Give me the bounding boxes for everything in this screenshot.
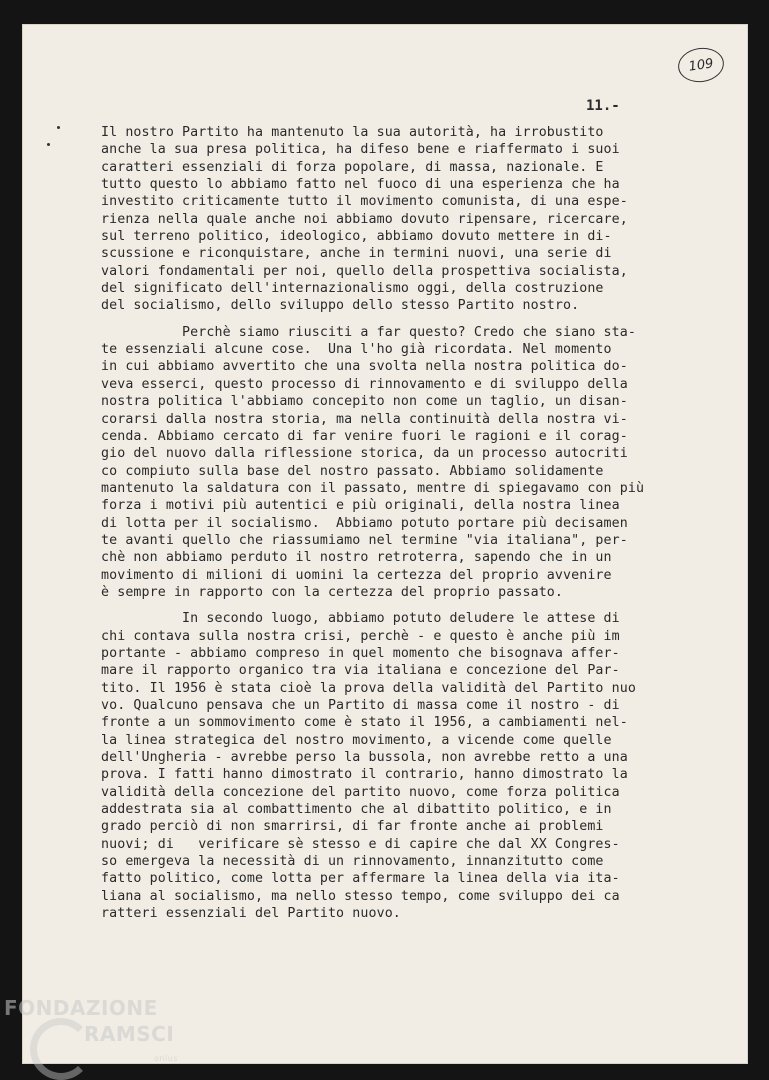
text-line: te avanti quello che riassumiamo nel termine "via italiana", per- xyxy=(101,532,628,548)
text-line: nuovi; di verificare sè stesso e di capire che dal XX Congres- xyxy=(101,836,620,852)
text-line: valori fondamentali per noi, quello della prospettiva socialista, xyxy=(101,263,628,279)
ink-mark xyxy=(57,126,60,129)
text-line: vo. Qualcuno pensava che un Partito di massa come il nostro - di xyxy=(101,698,620,713)
text-line: grado perciò di non smarrirsi, di far fronte anche ai problemi xyxy=(101,819,604,835)
text-line: fatto politico, come lotta per affermare la linea della via ita- xyxy=(101,871,620,887)
paragraph-1 xyxy=(101,124,701,315)
text-line: di lotta per il socialismo. Abbiamo potuto portare più decisamen xyxy=(101,515,628,531)
text-line: mantenuto la saldatura con il passato, mentre di spiegavamo con più xyxy=(101,480,645,496)
watermark-g-logo-icon xyxy=(30,1018,92,1080)
text-line: la linea strategica del nostro movimento, a vicende come quelle xyxy=(101,732,612,748)
archive-page-stamp xyxy=(676,45,726,85)
text-line: veva esserci, questo processo di rinnovamento e di sviluppo della xyxy=(101,376,628,392)
text-line: dell'Ungheria - avrebbe perso la bussola, non avrebbe retto a una xyxy=(101,750,628,766)
typewritten-body xyxy=(101,124,701,922)
text-line: in cui abbiamo avvertito che una svolta nella nostra politica do- xyxy=(101,359,628,375)
text-line: so emergeva la necessità di un rinnovamento, innanzitutto come xyxy=(101,854,604,870)
text-line: scussione e riconquistare, anche in termini nuovi, una serie di xyxy=(101,246,612,262)
watermark-line-2: RAMSCI xyxy=(84,1022,175,1046)
text-line: nostra politica l'abbiamo concepito non come un taglio, un disan- xyxy=(101,394,628,410)
watermark-line-1: FONDAZIONE xyxy=(4,996,158,1020)
archive-stamp-number: 109 xyxy=(687,55,715,75)
text-line: prova. I fatti hanno dimostrato il contrario, hanno dimostrato la xyxy=(101,767,628,783)
text-line: mare il rapporto organico tra via italiana e concezione del Par- xyxy=(101,663,620,679)
text-line: tutto questo lo abbiamo fatto nel fuoco di una esperienza che ha xyxy=(101,177,620,193)
text-line: liana al socialismo, ma nello stesso tempo, come sviluppo dei ca xyxy=(101,888,620,904)
text-line: investito criticamente tutto il movimento comunista, di una espe- xyxy=(101,194,628,210)
text-line: Il nostro Partito ha mantenuto la sua autorità, ha irrobustito xyxy=(101,125,604,140)
text-line: te essenziali alcune cose. Una l'ho già ricordata. Nel momento xyxy=(101,342,612,358)
text-line: del significato dell'internazionalismo oggi, della costruzione xyxy=(101,281,604,297)
text-line: co compiuto sulla base del nostro passato. Abbiamo solidamente xyxy=(101,463,604,479)
text-line: chè non abbiamo perduto il nostro retroterra, sapendo che in un xyxy=(101,550,612,566)
text-line: corarsi dalla nostra storia, ma nella continuità della nostra vi- xyxy=(101,411,628,427)
fondazione-gramsci-watermark xyxy=(4,996,194,1076)
text-line: anche la sua presa politica, ha difeso bene e riaffermato i suoi xyxy=(101,142,620,158)
text-line: Perchè siamo riusciti a far questo? Credo che siano sta- xyxy=(101,324,636,340)
text-line: portante - abbiamo compreso in quel momento che bisognava affer- xyxy=(101,645,620,661)
text-line: tito. Il 1956 è stata cioè la prova della validità del Partito nuo xyxy=(101,680,636,696)
watermark-subtitle: onlus xyxy=(154,1054,178,1063)
text-line: In secondo luogo, abbiamo potuto deludere le attese di xyxy=(101,611,620,627)
text-line: validità della concezione del partito nuovo, come forza politica xyxy=(101,784,620,800)
text-line: sul terreno politico, ideologico, abbiamo dovuto mettere in di- xyxy=(101,229,612,245)
text-line: chi contava sulla nostra crisi, perchè - e questo è anche più im xyxy=(101,628,620,644)
text-line: ratteri essenziali del Partito nuovo. xyxy=(101,906,401,922)
text-line: movimento di milioni di uomini la certezza del proprio avvenire xyxy=(101,567,612,583)
ink-mark xyxy=(47,143,50,146)
text-line: fronte a un sommovimento come è stato il 1956, a cambiamenti nel- xyxy=(101,715,628,731)
paragraph-3 xyxy=(101,610,701,922)
text-line: caratteri essenziali di forza popolare, di massa, nazionale. E xyxy=(101,159,604,175)
text-line: cenda. Abbiamo cercato di far venire fuori le ragioni e il corag- xyxy=(101,428,628,444)
text-line: gio del nuovo dalla riflessione storica, da un processo autocriti xyxy=(101,446,628,462)
text-line: è sempre in rapporto con la certezza del proprio passato. xyxy=(101,584,564,600)
paragraph-2 xyxy=(101,324,701,602)
text-line: del socialismo, dello sviluppo dello stesso Partito nostro. xyxy=(101,298,580,314)
page-number: 11.- xyxy=(586,98,620,114)
text-line: rienza nella quale anche noi abbiamo dovuto ripensare, ricercare, xyxy=(101,211,628,227)
text-line: addestrata sia al combattimento che al dibattito politico, e in xyxy=(101,802,612,818)
text-line: forza i motivi più autentici e più originali, della nostra linea xyxy=(101,498,620,514)
